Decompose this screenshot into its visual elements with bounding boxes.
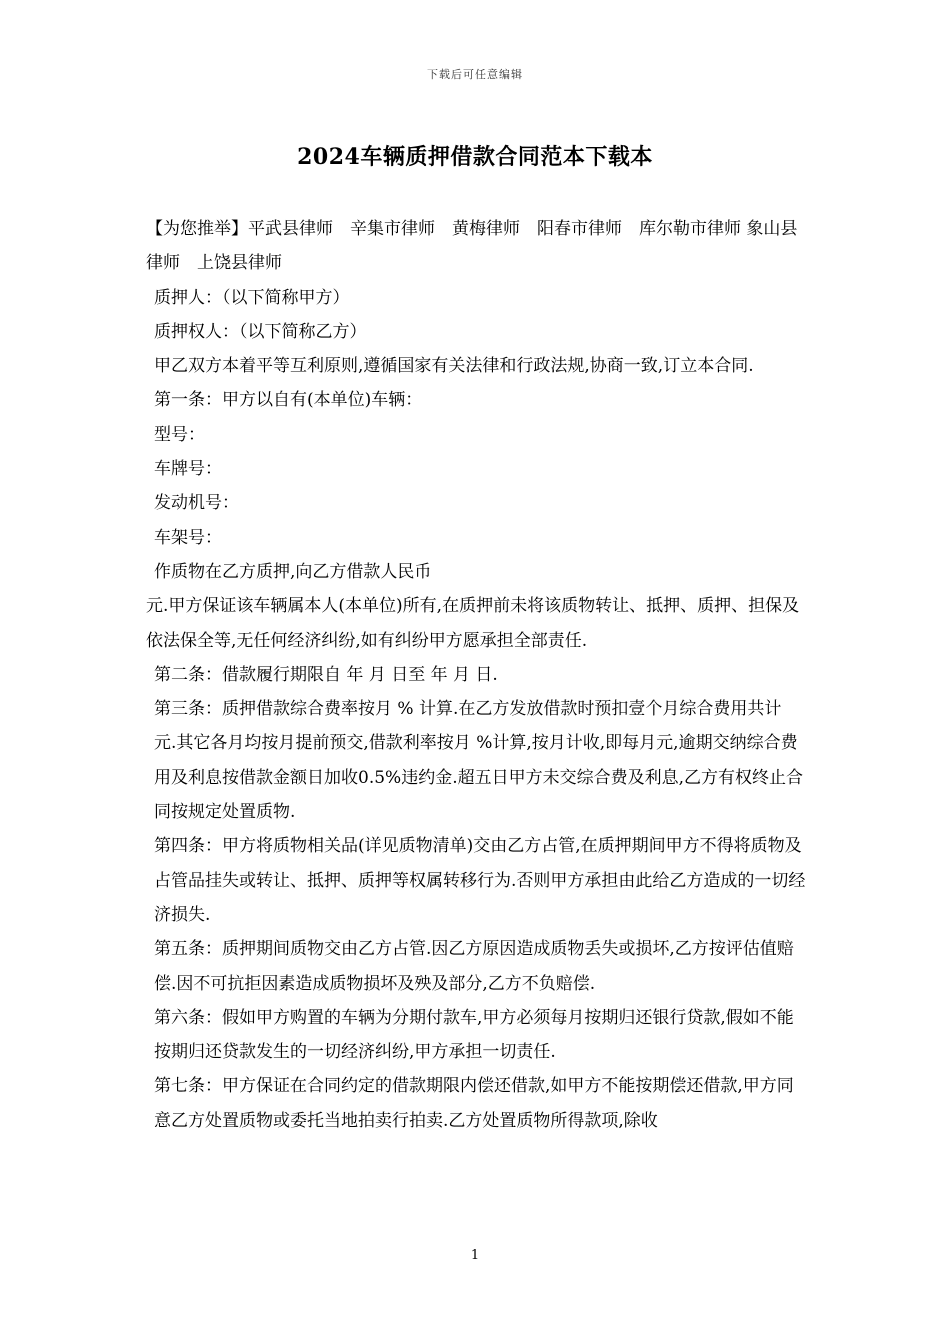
header-note: 下载后可任意编辑 [427,68,523,81]
article-1-heading: 第一条：甲方以自有(本单位)车辆： [154,390,423,411]
plate-number-field: 车牌号： [154,459,222,480]
model-field: 型号： [154,424,205,445]
recommend-paragraph: 【为您推举】平武县律师 辛集市律师 黄梅律师 阳春市律师 库尔勒市律师 象山县律师 上饶县律师 [146,219,798,274]
article-2: 第二条：借款履行期限自 年 月 日至 年 月 日. [154,664,498,685]
pledgor-line: 质押人：（以下简称甲方） [154,287,350,308]
document-title: 2024车辆质押借款合同范本下载本 [297,144,653,170]
document-body [146,212,808,1138]
article-4: 第四条：甲方将质物相关品(详见质物清单)交由乙方占管,在质押期间甲方不得将质物及占管品挂失或转让、抵押、质押等权属转移行为.否则甲方承担由此给乙方造成的一切经济损失. [154,836,806,925]
preamble-paragraph: 甲乙双方本着平等互利原则,遵循国家有关法律和行政法规,协商一致,订立本合同. [154,356,754,377]
page-number: 1 [470,1248,480,1263]
pledge-loan-line: 作质物在乙方质押,向乙方借款人民币 [154,561,432,582]
article-3: 第三条：质押借款综合费率按月 % 计算.在乙方发放借款时预扣壹个月综合费用共计 元.其它各月均按月提前预交,借款利率按月 %计算,按月计收,即每月元,逾期交纳综合费用及利息按借款金额日加收0.5%违约金.超五日甲方未交综合费及利息,乙方有权终止合同按规定处置质物. [154,699,803,823]
article-5: 第五条：质押期间质物交由乙方占管.因乙方原因造成质物丢失或损坏,乙方按评估值赔偿.因不可抗拒因素造成质物损坏及殃及部分,乙方不负赔偿. [154,939,794,994]
engine-number-field: 发动机号： [154,493,239,514]
pledgee-line: 质押权人：（以下简称乙方） [154,321,367,342]
ownership-guarantee-paragraph: 元.甲方保证该车辆属本人(本单位)所有,在质押前未将该质物转让、抵押、质押、担保及依法保全等,无任何经济纠纷,如有纠纷甲方愿承担全部责任. [146,596,800,651]
frame-number-field: 车架号： [154,527,222,548]
article-6: 第六条：假如甲方购置的车辆为分期付款车,甲方必须每月按期归还银行贷款,假如不能按期归还贷款发生的一切经济纠纷,甲方承担一切责任. [154,1007,794,1063]
article-7: 第七条：甲方保证在合同约定的借款期限内偿还借款,如甲方不能按期偿还借款,甲方同意乙方处置质物或委托当地拍卖行拍卖.乙方处置质物所得款项,除收 [154,1076,794,1131]
